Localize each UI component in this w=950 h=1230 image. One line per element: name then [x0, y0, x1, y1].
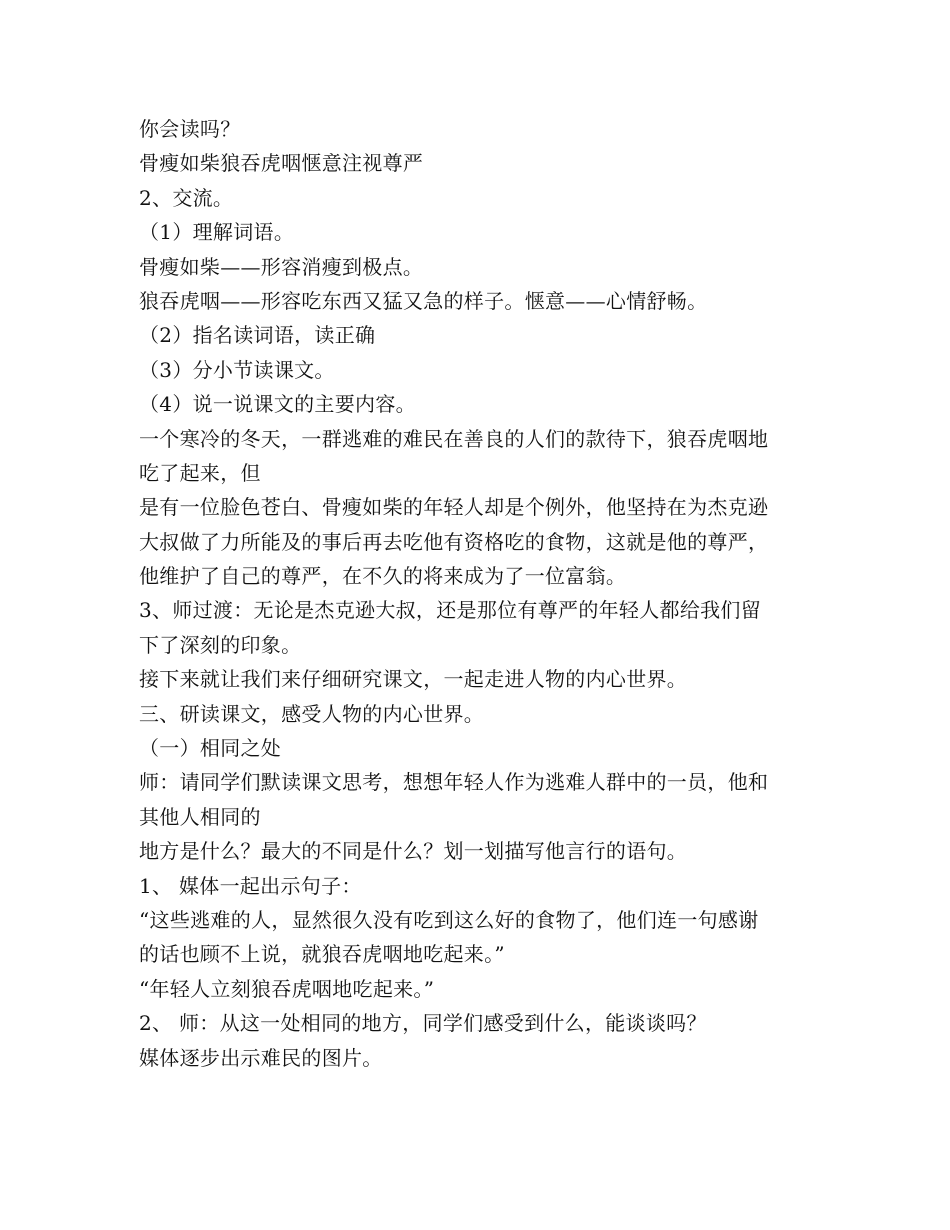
document-body — [139, 112, 819, 1075]
text-line: 吃了起来，但 — [139, 460, 261, 485]
text-line: 他维护了自己的尊严，在不久的将来成为了一位富翁。 — [139, 564, 627, 589]
text-line: 媒体逐步出示难民的图片。 — [139, 1045, 383, 1070]
text-line: “年轻人立刻狼吞虎咽地吃起来。” — [139, 976, 435, 1001]
text-line: 大叔做了力所能及的事后再去吃他有资格吃的食物，这就是他的尊严， — [139, 529, 769, 554]
text-line: 接下来就让我们来仔细研究课文，一起走进人物的内心世界。 — [139, 667, 688, 692]
text-line: 其他人相同的 — [139, 804, 261, 829]
text-line: 师：请同学们默读课文思考，想想年轻人作为逃难人群中的一员，他和 — [139, 770, 769, 795]
text-line: （一）相同之处 — [139, 736, 282, 761]
text-line: 是有一位脸色苍白、骨瘦如柴的年轻人却是个例外，他坚持在为杰克逊 — [139, 495, 769, 520]
text-line: 你会读吗？ — [139, 117, 241, 141]
text-line: 地方是什么？最大的不同是什么？划一划描写他言行的语句。 — [139, 839, 688, 864]
text-line: （3）分小节读课文。 — [139, 357, 335, 382]
text-line: 狼吞虎咽——形容吃东西又猛又急的样子。惬意——心情舒畅。 — [139, 288, 708, 313]
text-line: 骨瘦如柴狼吞虎咽惬意注视尊严 — [139, 151, 424, 176]
text-line: 的话也顾不上说，就狼吞虎咽地吃起来。” — [139, 942, 505, 967]
text-line: 1、 媒体一起出示句子： — [139, 873, 362, 898]
text-line: 三、研读课文，感受人物的内心世界。 — [139, 701, 485, 726]
text-line: 一个寒冷的冬天，一群逃难的难民在善良的人们的款待下，狼吞虎咽地 — [139, 426, 769, 451]
text-line: （1）理解词语。 — [139, 220, 295, 245]
text-line: 骨瘦如柴——形容消瘦到极点。 — [139, 254, 424, 279]
text-line: “这些逃难的人，显然很久没有吃到这么好的食物了，他们连一句感谢 — [139, 907, 759, 932]
text-line: 2、 师：从这一处相同的地方，同学们感受到什么，能谈谈吗？ — [139, 1011, 707, 1036]
text-line: （4）说一说课文的主要内容。 — [139, 392, 416, 417]
text-line: 3、师过渡：无论是杰克逊大叔，还是那位有尊严的年轻人都给我们留 — [139, 598, 762, 623]
text-line: 下了深刻的印象。 — [139, 632, 302, 657]
text-line: （2）指名读词语，读正确 — [139, 323, 376, 348]
text-line: 2、交流。 — [139, 185, 234, 210]
